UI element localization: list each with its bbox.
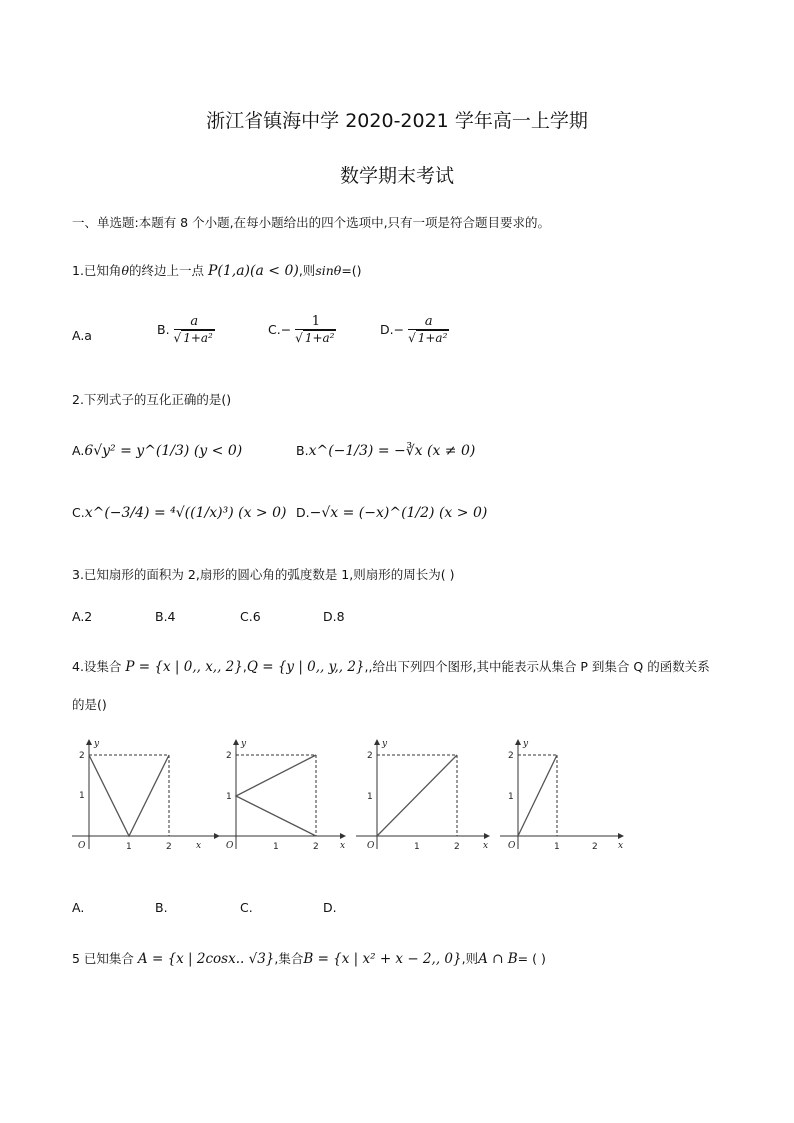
q2-option-b [296,443,475,459]
x-label: x [618,841,624,851]
q3-option-b: B.4 [155,609,176,624]
q1-theta: θ [121,263,129,278]
q4-graph-d [494,735,654,855]
tick-y-1: 1 [79,791,85,801]
q1-b-denominator: √ 1+a² [173,331,213,345]
q2-a-expr: 6√y² = y^(1/3) (y < 0) [84,443,243,459]
tick-x-1: 1 [126,842,132,852]
q5-prefix: 5 已知集合 [72,951,134,966]
q4-option-d: D. [323,900,337,915]
question-3-stem: 3.已知扇形的面积为 2,扇形的圆心角的弧度数是 1,则扇形的周长为( ) [72,567,455,582]
tick-y-2: 2 [508,751,514,761]
q2-d-expr: −√x = (−x)^(1/2) (x > 0) [309,505,488,521]
q5-set-a: A = {x | 2cosx.. √3} [137,951,275,967]
y-axis-arrow [515,739,521,745]
x-axis-arrow [484,833,490,839]
q4-comma: , [242,659,247,674]
q1-c-radicand: 1+a² [304,331,335,345]
q4-prefix: 4.设集合 [72,659,122,674]
q1-option-d-label: D.− [380,322,405,337]
origin-label: O [78,841,86,851]
page-title: 浙江省镇海中学 2020-2021 学年高一上学期 [206,110,588,132]
y-label: y [241,739,247,749]
q1-prefix: 1.已知角 [72,263,122,278]
q4-graph-b [208,735,368,855]
q4-option-a: A. [72,900,85,915]
tick-y-1: 1 [508,792,514,802]
q1-option-c [268,314,336,345]
q4-set-p: P = {x | 0,, x,, 2} [125,659,243,675]
q1-option-d [380,314,449,345]
q1-d-denominator: √ 1+a² [408,331,448,345]
y-label: y [94,739,100,749]
q4-graph-a [66,735,226,855]
origin-label: O [226,841,234,851]
tick-y-1: 1 [226,792,232,802]
q1-option-b-label: B. [157,322,170,337]
q5-end: = ( ) [517,951,546,966]
x-axis-arrow [340,833,346,839]
q4-set-q: Q = {y | 0,, y,, 2} [246,659,365,675]
tick-x-1: 1 [414,842,420,852]
q1-suffix: ,则 [298,263,316,278]
q4-option-b: B. [155,900,168,915]
y-label: y [523,739,529,749]
tick-y-2: 2 [367,751,373,761]
q3-option-a: A.2 [72,609,93,624]
q1-c-denominator: √ 1+a² [295,331,335,345]
q5-mid: ,集合 [274,951,304,966]
q3-option-c: C.6 [240,609,261,624]
q2-option-c [72,505,286,521]
y-axis-arrow [233,739,239,745]
tick-y-2: 2 [226,751,232,761]
y-label: y [382,739,388,749]
q4-graph-c [350,735,510,855]
tick-x-2: 2 [454,842,460,852]
tick-x-1: 1 [273,842,279,852]
page-subtitle: 数学期末考试 [339,165,454,187]
question-4-stem [72,657,710,675]
question-4-stem-line2: 的是() [72,697,107,712]
question-2-stem: 2.下列式子的互化正确的是() [72,392,232,407]
origin-label: O [508,841,516,851]
q5-expr: A ∩ B [478,951,518,967]
q4-suffix: ,,给出下列四个图形,其中能表示从集合 P 到集合 Q 的函数关系 [364,659,710,674]
x-label: x [196,841,202,851]
q1-d-numerator: a [424,314,433,329]
x-label: x [483,841,489,851]
q1-option-c-label: C.− [268,322,292,337]
graph-curve [236,755,316,836]
q1-option-b-fraction [174,314,215,345]
tick-y-2: 2 [79,751,85,761]
question-5-stem [72,949,546,967]
q1-option-a: A.a [72,328,92,343]
y-axis-arrow [374,739,380,745]
tick-x-2: 2 [313,842,319,852]
tick-x-2: 2 [592,842,598,852]
q1-end: =() [341,263,362,278]
q1-b-radicand: 1+a² [183,331,213,345]
x-axis-arrow [618,833,624,839]
q2-c-expr: x^(−3/4) = ⁴√((1/x)³) (x > 0) [84,505,287,521]
q1-option-c-fraction [295,314,336,345]
x-label: x [340,841,346,851]
q1-option-d-fraction [408,314,449,345]
q1-expr: sinθ [315,263,342,278]
q2-option-a [72,443,242,459]
question-1-stem [72,261,362,279]
q3-option-d: D.8 [323,609,345,624]
q1-option-b [157,314,215,345]
q5-set-b: B = {x | x² + x − 2,, 0} [303,951,462,967]
tick-y-1: 1 [367,792,373,802]
tick-x-1: 1 [554,842,560,852]
graph-curve [89,755,169,836]
y-axis-arrow [86,739,92,745]
q2-a-label: A. [72,443,85,458]
q5-suffix: ,则 [461,951,479,966]
graph-curve [377,755,457,836]
q1-c-numerator: 1 [311,314,320,329]
section-heading: 一、单选题:本题有 8 个小题,在每小题给出的四个选项中,只有一项是符合题目要求的。 [72,215,551,230]
graph-curve [518,755,557,836]
q1-b-numerator: a [190,314,199,329]
origin-label: O [367,841,375,851]
q2-d-label: D. [296,505,310,520]
q2-c-label: C. [72,505,85,520]
q2-b-expr: x^(−1/3) = −∛x (x ≠ 0) [308,443,476,459]
q1-d-radicand: 1+a² [417,331,448,345]
q2-b-label: B. [296,443,309,458]
q1-point: P(1,a)(a < 0) [207,263,299,279]
q2-option-d [296,505,487,521]
q1-mid: 的终边上一点 [128,263,204,278]
tick-x-2: 2 [166,842,172,852]
q4-option-c: C. [240,900,253,915]
